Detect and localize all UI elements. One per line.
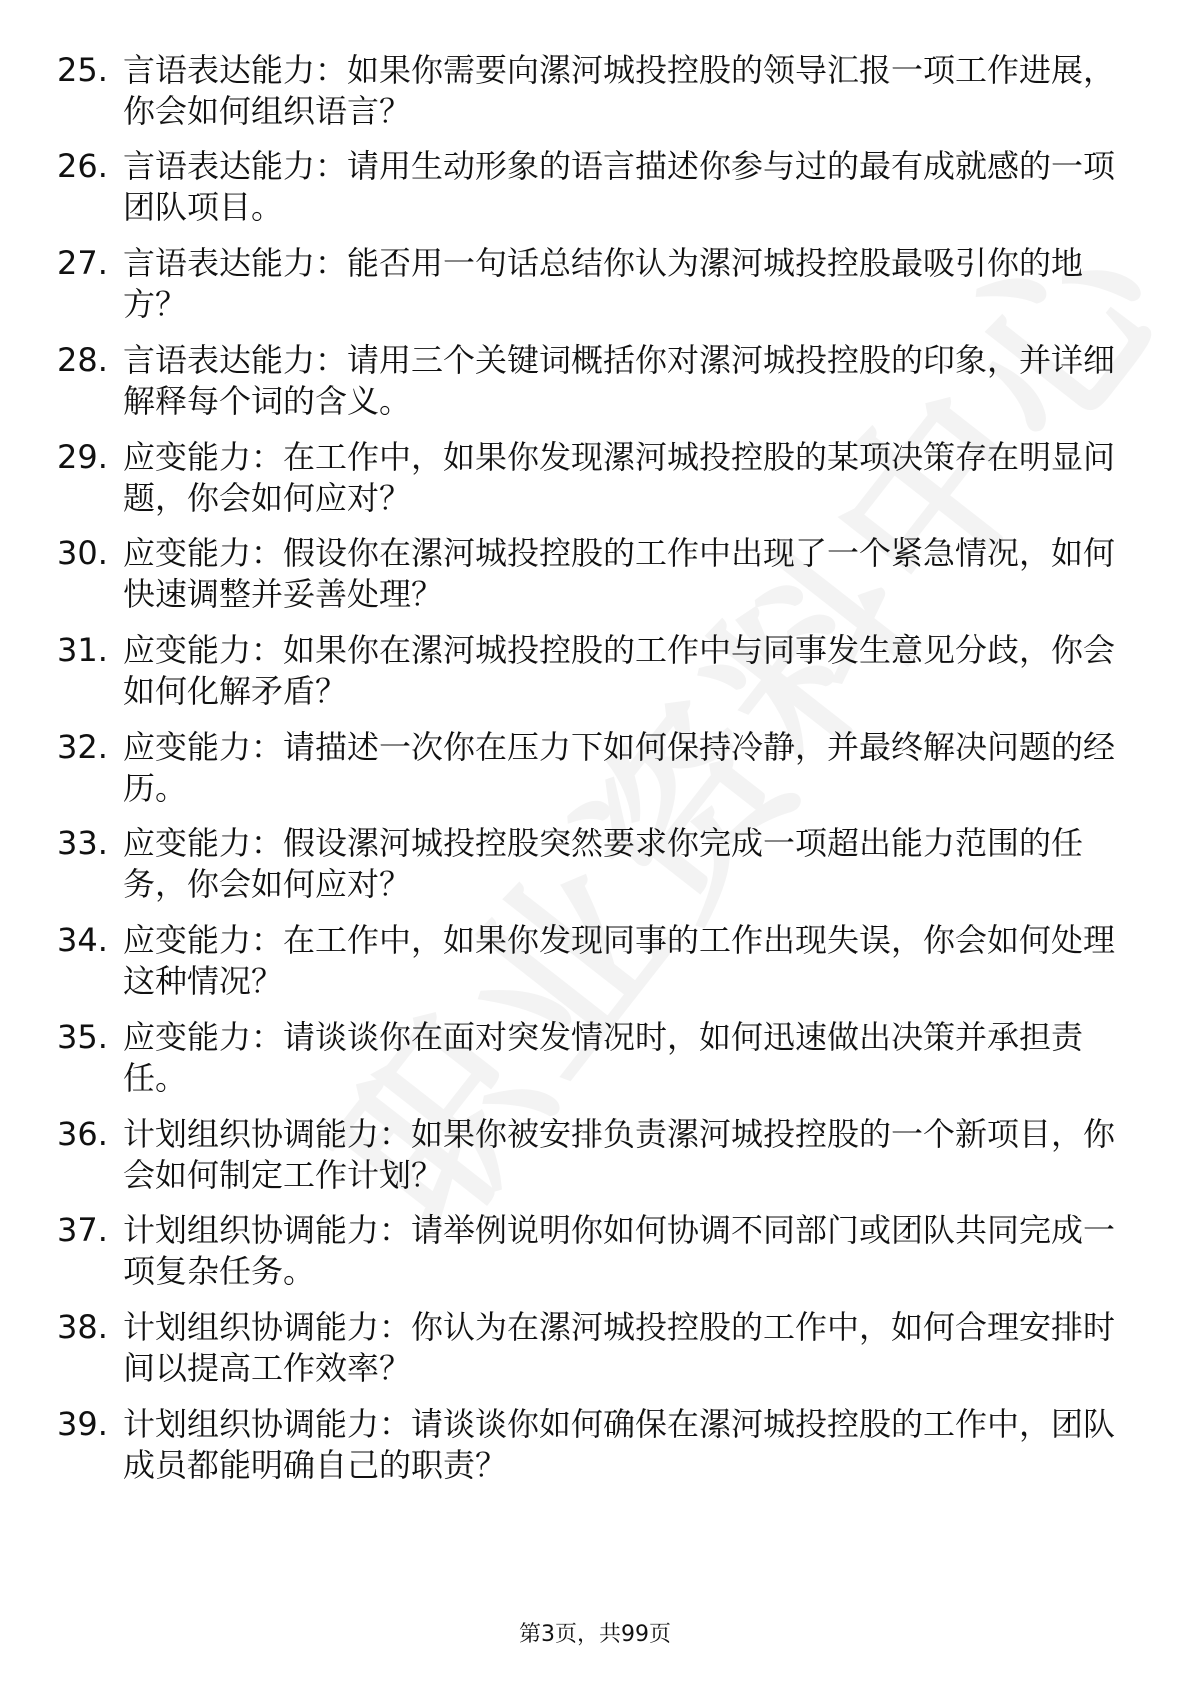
question-number: 31.	[57, 631, 108, 669]
question-number: 27.	[57, 244, 108, 282]
question-text: 应变能力：在工作中，如果你发现同事的工作出现失误，你会如何处理这种情况？	[123, 921, 1116, 1000]
question-number: 33.	[57, 824, 108, 862]
question-text: 应变能力：在工作中，如果你发现漯河城投控股的某项决策存在明显问题，你会如何应对？	[123, 438, 1116, 517]
question-text: 言语表达能力：如果你需要向漯河城投控股的领导汇报一项工作进展，你会如何组织语言？	[123, 51, 1116, 130]
question-number: 39.	[57, 1405, 108, 1443]
question-text: 计划组织协调能力：请谈谈你如何确保在漯河城投控股的工作中，团队成员都能明确自己的职责？	[123, 1405, 1116, 1484]
question-text: 言语表达能力：能否用一句话总结你认为漯河城投控股最吸引你的地方？	[123, 244, 1084, 323]
question-number: 29.	[57, 438, 108, 476]
question-number: 32.	[57, 728, 108, 766]
question-number: 30.	[57, 534, 108, 572]
question-text: 言语表达能力：请用生动形象的语言描述你参与过的最有成就感的一项团队项目。	[123, 147, 1116, 226]
question-text: 应变能力：如果你在漯河城投控股的工作中与同事发生意见分歧，你会如何化解矛盾？	[123, 631, 1116, 710]
question-text: 言语表达能力：请用三个关键词概括你对漯河城投控股的印象，并详细解释每个词的含义。	[123, 341, 1116, 420]
question-text: 应变能力：假设你在漯河城投控股的工作中出现了一个紧急情况，如何快速调整并妥善处理？	[123, 534, 1116, 613]
question-text: 应变能力：假设漯河城投控股突然要求你完成一项超出能力范围的任务，你会如何应对？	[123, 824, 1084, 903]
question-number: 37.	[57, 1211, 108, 1249]
question-text: 应变能力：请描述一次你在压力下如何保持冷静，并最终解决问题的经历。	[123, 728, 1116, 807]
question-number: 36.	[57, 1115, 108, 1153]
question-text: 计划组织协调能力：请举例说明你如何协调不同部门或团队共同完成一项复杂任务。	[123, 1211, 1116, 1290]
question-number: 34.	[57, 921, 108, 959]
page-number: 第3页，共99页	[519, 1622, 671, 1647]
question-number: 35.	[57, 1018, 108, 1056]
question-text: 应变能力：请谈谈你在面对突发情况时，如何迅速做出决策并承担责任。	[123, 1018, 1084, 1097]
question-number: 26.	[57, 147, 108, 185]
question-number: 25.	[57, 51, 108, 89]
question-text: 计划组织协调能力：如果你被安排负责漯河城投控股的一个新项目，你会如何制定工作计划？	[123, 1115, 1116, 1194]
question-text: 计划组织协调能力：你认为在漯河城投控股的工作中，如何合理安排时间以提高工作效率？	[123, 1308, 1116, 1387]
question-number: 28.	[57, 341, 108, 379]
question-number: 38.	[57, 1308, 108, 1346]
